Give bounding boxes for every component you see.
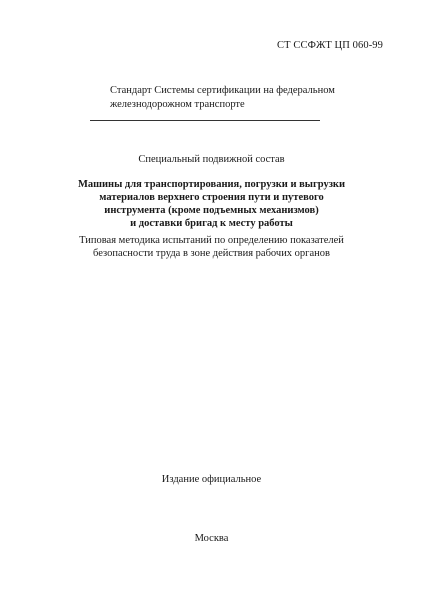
main-title — [40, 178, 383, 230]
system-title-line-2: железнодорожном транспорте — [110, 99, 245, 110]
method-description-line-2: безопасности труда в зоне действия рабочих органов — [93, 248, 330, 259]
main-title-line-2: материалов верхнего строения пути и путевого — [99, 192, 324, 203]
publication-city: Москва — [194, 533, 229, 544]
certification-system-title — [110, 84, 350, 112]
method-description-line-1: Типовая методика испытаний по определению показателей — [79, 235, 344, 246]
main-title-line-1: Машины для транспортирования, погрузки и выгрузки — [77, 179, 346, 190]
document-code: СТ ССФЖТ ЦП 060-99 — [277, 40, 383, 51]
category-subtitle: Специальный подвижной состав — [138, 154, 285, 165]
method-description — [40, 234, 383, 260]
main-title-line-3: инструмента (кроме подъемных механизмов) — [104, 205, 319, 216]
horizontal-rule — [90, 120, 320, 121]
main-title-line-4: и доставки бригад к месту работы — [130, 218, 293, 229]
system-title-line-1: Стандарт Системы сертификации на федеральном — [110, 85, 335, 96]
edition-label: Издание официальное — [161, 474, 262, 485]
